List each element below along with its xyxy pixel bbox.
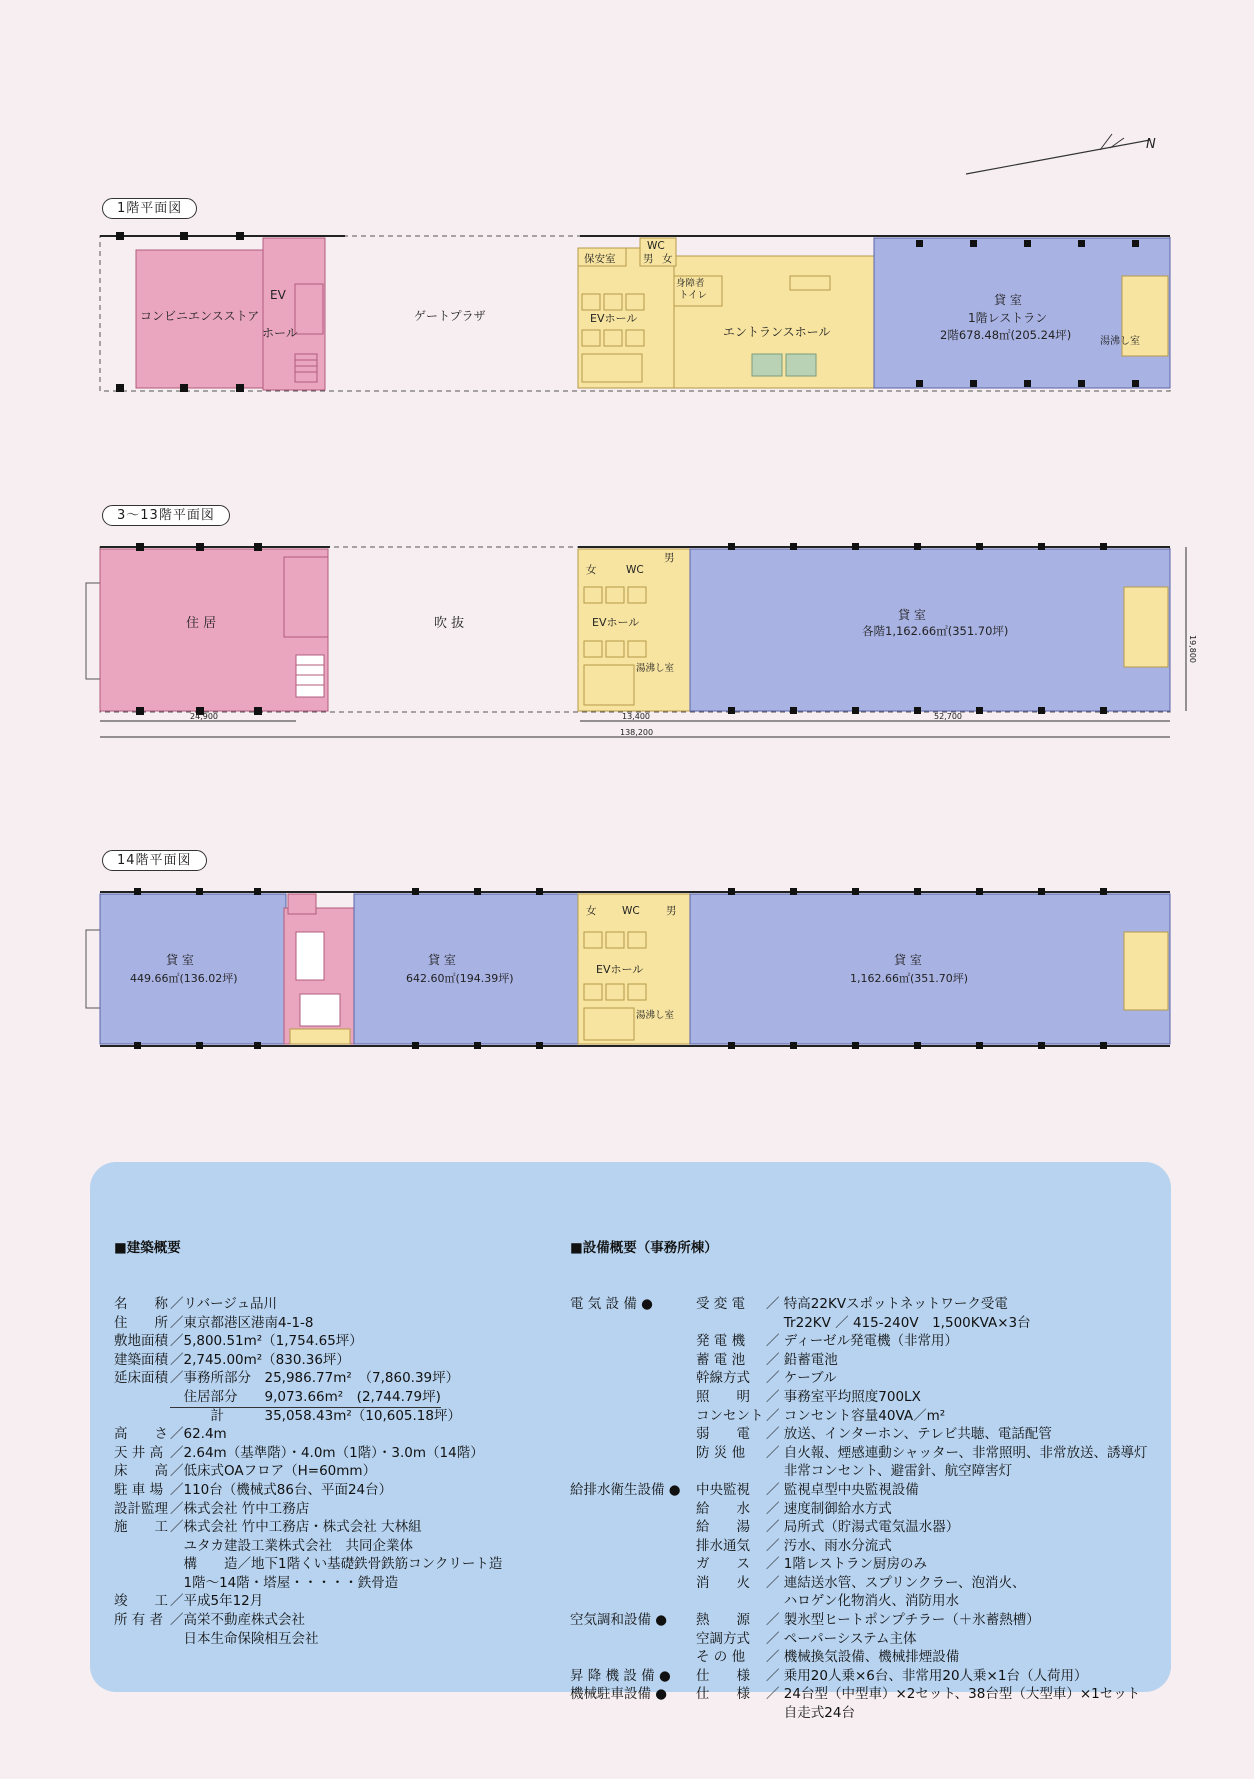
building-row-value: 日本生命保険相互会社 <box>170 1630 319 1647</box>
plan-title-1f: 1階平面図 <box>102 198 197 219</box>
building-rows <box>114 1295 544 1648</box>
building-row-value: ／高栄不動産株式会社 <box>170 1612 305 1629</box>
equipment-value: Tr22KV ／ 415-240V 1,500KVA×3台 <box>766 1314 1031 1331</box>
equipment-item: 消 火 <box>696 1574 750 1591</box>
building-row-label: 施 工 <box>114 1519 168 1536</box>
dim-mid: 13,400 <box>622 712 650 721</box>
building-row-value: ／リバージュ品川 <box>170 1295 278 1312</box>
equipment-rows <box>570 1295 1170 1723</box>
label-rental-1f: 貸 室 <box>994 293 1022 307</box>
label-atrium: 吹 抜 <box>434 616 465 631</box>
equipment-row <box>570 1555 1170 1574</box>
label-kettle-room-1f: 湯沸し室 <box>1100 336 1140 347</box>
building-row-label: 駐 車 場 <box>114 1481 164 1498</box>
building-heading: ■建築概要 <box>114 1240 181 1257</box>
equipment-item: 発 電 機 <box>696 1333 746 1350</box>
plan-title-3-13f: 3～13階平面図 <box>102 505 230 526</box>
equipment-value: ／ 鉛蓄電池 <box>766 1351 838 1368</box>
equipment-item: 幹線方式 <box>696 1370 750 1387</box>
label-men-3f: 男 <box>664 552 675 564</box>
building-row <box>114 1295 544 1314</box>
label-rental-1f-line1: 1階レストラン <box>968 311 1048 325</box>
equipment-item: 防 災 他 <box>696 1444 746 1461</box>
building-row-label: 住 所 <box>114 1314 168 1331</box>
north-label: N <box>1146 137 1156 152</box>
building-row-label: 設計監理 <box>114 1500 168 1517</box>
building-row-value: 住居部分 9,073.66m² (2,744.79坪) <box>170 1388 441 1408</box>
building-row <box>114 1314 544 1333</box>
equipment-item: 弱 電 <box>696 1426 750 1443</box>
label-area-14f-b: 642.60㎡(194.39坪) <box>406 972 514 985</box>
label-rental-3f-area: 各階1,162.66㎡(351.70坪) <box>862 624 1009 638</box>
label-wc-3f: WC <box>626 564 644 576</box>
equipment-item: 熱 源 <box>696 1612 750 1629</box>
label-rental-1f-line2: 2階678.48㎡(205.24坪) <box>940 328 1072 342</box>
equipment-value: ／ 事務室平均照度700LX <box>766 1388 921 1405</box>
equipment-row <box>570 1295 1170 1314</box>
building-row <box>114 1592 544 1611</box>
equipment-item: 排水通気 <box>696 1537 750 1554</box>
equipment-overview <box>570 1202 1170 1741</box>
building-row-label: 天 井 高 <box>114 1444 164 1461</box>
building-row <box>114 1351 544 1370</box>
building-row-value: 1階～14階・塔屋・・・・・鉄骨造 <box>170 1574 399 1591</box>
building-row <box>114 1369 544 1388</box>
building-row <box>114 1332 544 1351</box>
label-kettle-room-14f: 湯沸し室 <box>636 1010 675 1021</box>
building-row <box>114 1555 544 1574</box>
building-row-value: ／62.4m <box>170 1426 227 1443</box>
building-row-label: 延床面積 <box>114 1370 168 1387</box>
equipment-value: 非常コンセント、避雷針、航空障害灯 <box>766 1463 1013 1480</box>
equipment-row <box>570 1351 1170 1370</box>
dim-left: 24,900 <box>190 712 218 721</box>
label-rental-3f: 貸 室 <box>898 608 926 622</box>
label-area-14f-a: 449.66㎡(136.02坪) <box>130 972 238 985</box>
equipment-value: ／ ペーパーシステム主体 <box>766 1630 917 1647</box>
building-row <box>114 1407 544 1426</box>
equipment-value: ／ 乗用20人乗×6台、非常用20人乗×1台（人荷用） <box>766 1667 1088 1684</box>
label-ev-hall-3f: EVホール <box>592 616 640 629</box>
equipment-row <box>570 1314 1170 1333</box>
building-row-value: ／低床式OAフロア（H=60mm） <box>170 1463 377 1480</box>
floor-plan-1f <box>0 226 1254 406</box>
equipment-category: 空気調和設備 ● <box>570 1612 668 1629</box>
equipment-row <box>570 1518 1170 1537</box>
equipment-category: 電 気 設 備 ● <box>570 1295 653 1312</box>
equipment-value: ／ 連結送水管、スプリンクラー、泡消火、 <box>766 1574 1026 1591</box>
building-row <box>114 1425 544 1444</box>
equipment-row <box>570 1425 1170 1444</box>
building-row <box>114 1444 544 1463</box>
equipment-row <box>570 1444 1170 1463</box>
building-row-value: ／2.64m（基準階）・4.0m（1階）・3.0m（14階） <box>170 1444 484 1461</box>
label-rental-14f-b: 貸 室 <box>428 953 456 967</box>
building-row <box>114 1500 544 1519</box>
equipment-value: ハロゲン化物消火、消防用水 <box>766 1593 960 1610</box>
floor-plan-14f <box>0 884 1254 1054</box>
equipment-value: ／ 自火報、煙感連動シャッター、非常照明、非常放送、誘導灯 <box>766 1444 1148 1461</box>
equipment-row <box>570 1592 1170 1611</box>
building-row-label: 敷地面積 <box>114 1333 168 1350</box>
equipment-item: コンセント <box>696 1407 764 1424</box>
label-entrance-hall: エントランスホール <box>723 325 831 339</box>
equipment-value: ／ 局所式（貯湯式電気温水器） <box>766 1519 960 1536</box>
equipment-value: ／ 汚水、雨水分流式 <box>766 1537 892 1554</box>
building-row-label: 所 有 者 <box>114 1612 164 1629</box>
label-rental-14f-a: 貸 室 <box>166 953 194 967</box>
dim-right: 52,700 <box>934 712 962 721</box>
label-security-room: 保安室 <box>584 253 616 265</box>
equipment-item: 給 水 <box>696 1500 750 1517</box>
label-kettle-room-3f: 湯沸し室 <box>636 663 675 674</box>
label-wc-1f: WC <box>647 240 665 252</box>
equipment-value: ／ 24台型（中型車）×2セット、38台型（大型車）×1セット <box>766 1686 1141 1703</box>
equipment-item: 受 変 電 <box>696 1295 746 1312</box>
equipment-value: ／ 特高22KVスポットネットワーク受電 <box>766 1295 1008 1312</box>
equipment-value: ／ ケーブル <box>766 1370 837 1387</box>
equipment-row <box>570 1369 1170 1388</box>
equipment-item: 照 明 <box>696 1388 750 1405</box>
building-row <box>114 1537 544 1556</box>
equipment-item: 仕 様 <box>696 1686 750 1703</box>
building-overview <box>114 1202 544 1667</box>
equipment-item: 蓄 電 池 <box>696 1351 746 1368</box>
plan-title-14f: 14階平面図 <box>102 850 207 871</box>
building-row-label: 床 高 <box>114 1463 168 1480</box>
label-men-14f: 男 <box>666 905 677 917</box>
label-wc-14f: WC <box>622 905 640 917</box>
building-row-value: 構 造／地下1階くい基礎鉄骨鉄筋コンクリート造 <box>170 1556 503 1573</box>
equipment-value: ／ 監視卓型中央監視設備 <box>766 1481 919 1498</box>
equipment-row <box>570 1685 1170 1704</box>
building-row-label: 名 称 <box>114 1295 168 1312</box>
equipment-row <box>570 1611 1170 1630</box>
north-arrow <box>960 128 1170 178</box>
label-gate-plaza: ゲートプラザ <box>414 309 486 323</box>
building-row-value: ／2,745.00m²（830.36坪） <box>170 1351 350 1368</box>
equipment-row <box>570 1630 1170 1649</box>
building-row-value: ／東京都港区港南4-1-8 <box>170 1314 314 1331</box>
equipment-row <box>570 1648 1170 1667</box>
label-convenience-store: コンビニエンスストア <box>140 309 260 323</box>
building-row-value: ／株式会社 竹中工務店 <box>170 1500 310 1517</box>
equipment-category: 機械駐車設備 ● <box>570 1686 668 1703</box>
label-men-1f: 男 <box>643 253 654 265</box>
equipment-row <box>570 1388 1170 1407</box>
equipment-value: ／ コンセント容量40VA／m² <box>766 1407 946 1424</box>
equipment-row <box>570 1462 1170 1481</box>
building-row <box>114 1462 544 1481</box>
equipment-value: ／ 放送、インターホン、テレビ共聴、電話配管 <box>766 1426 1052 1443</box>
label-women-3f: 女 <box>586 564 597 576</box>
label-ev: EV <box>270 288 286 302</box>
building-row-value: ／平成5年12月 <box>170 1593 264 1610</box>
equipment-row <box>570 1481 1170 1500</box>
equipment-row <box>570 1500 1170 1519</box>
label-residence: 住 居 <box>186 616 217 631</box>
equipment-item: 仕 様 <box>696 1667 750 1684</box>
label-women-1f: 女 <box>662 253 673 265</box>
equipment-item: そ の 他 <box>696 1649 746 1666</box>
equipment-row <box>570 1704 1170 1723</box>
label-disabled-toilet-1: 身障者 <box>676 278 705 289</box>
building-row-value: ／5,800.51m²（1,754.65坪） <box>170 1333 363 1350</box>
equipment-row <box>570 1574 1170 1593</box>
equipment-value: ／ 製氷型ヒートポンプチラー（＋氷蓄熱槽） <box>766 1612 1040 1629</box>
building-row <box>114 1388 544 1407</box>
building-row-label: 建築面積 <box>114 1351 168 1368</box>
building-row-value: 計 35,058.43m²（10,605.18坪） <box>170 1407 461 1424</box>
building-row-value: ／株式会社 竹中工務店・株式会社 大林組 <box>170 1519 422 1536</box>
label-women-14f: 女 <box>586 905 597 917</box>
equipment-item: ガ ス <box>696 1556 750 1573</box>
equipment-row <box>570 1537 1170 1556</box>
equipment-row <box>570 1667 1170 1686</box>
building-row <box>114 1518 544 1537</box>
label-rental-14f-c: 貸 室 <box>894 953 922 967</box>
label-area-14f-c: 1,162.66㎡(351.70坪) <box>850 972 969 985</box>
equipment-value: ／ ディーゼル発電機（非常用） <box>766 1333 958 1350</box>
equipment-value: 自走式24台 <box>766 1705 855 1722</box>
building-row-value: ユタカ建設工業株式会社 共同企業体 <box>170 1537 413 1554</box>
dim-height: 19,800 <box>1188 635 1197 663</box>
building-row <box>114 1611 544 1630</box>
building-row-value: ／110台（機械式86台、平面24台） <box>170 1481 393 1498</box>
building-row-value: ／事務所部分 25,986.77m² （7,860.39坪） <box>170 1370 460 1387</box>
label-ev-hall-1f: EVホール <box>590 312 638 325</box>
label-disabled-toilet-2: トイレ <box>679 290 708 301</box>
building-row-label: 高 さ <box>114 1426 168 1443</box>
equipment-row <box>570 1407 1170 1426</box>
floor-plan-3-13f <box>0 535 1254 750</box>
equipment-heading: ■設備概要（事務所棟） <box>570 1240 718 1257</box>
equipment-item: 空調方式 <box>696 1630 750 1647</box>
equipment-value: ／ 速度制御給水方式 <box>766 1500 892 1517</box>
equipment-row <box>570 1332 1170 1351</box>
building-row <box>114 1481 544 1500</box>
building-row-label: 竣 工 <box>114 1593 168 1610</box>
equipment-value: ／ 機械換気設備、機械排煙設備 <box>766 1649 960 1666</box>
building-row <box>114 1630 544 1649</box>
label-hall: ホール <box>262 326 298 340</box>
equipment-category: 昇 降 機 設 備 ● <box>570 1667 671 1684</box>
dim-total: 138,200 <box>620 728 654 737</box>
building-row <box>114 1574 544 1593</box>
equipment-value: ／ 1階レストラン厨房のみ <box>766 1556 927 1573</box>
equipment-item: 給 湯 <box>696 1519 750 1536</box>
equipment-category: 給排水衛生設備 ● <box>570 1481 681 1498</box>
label-ev-hall-14f: EVホール <box>596 963 644 976</box>
equipment-item: 中央監視 <box>696 1481 750 1498</box>
